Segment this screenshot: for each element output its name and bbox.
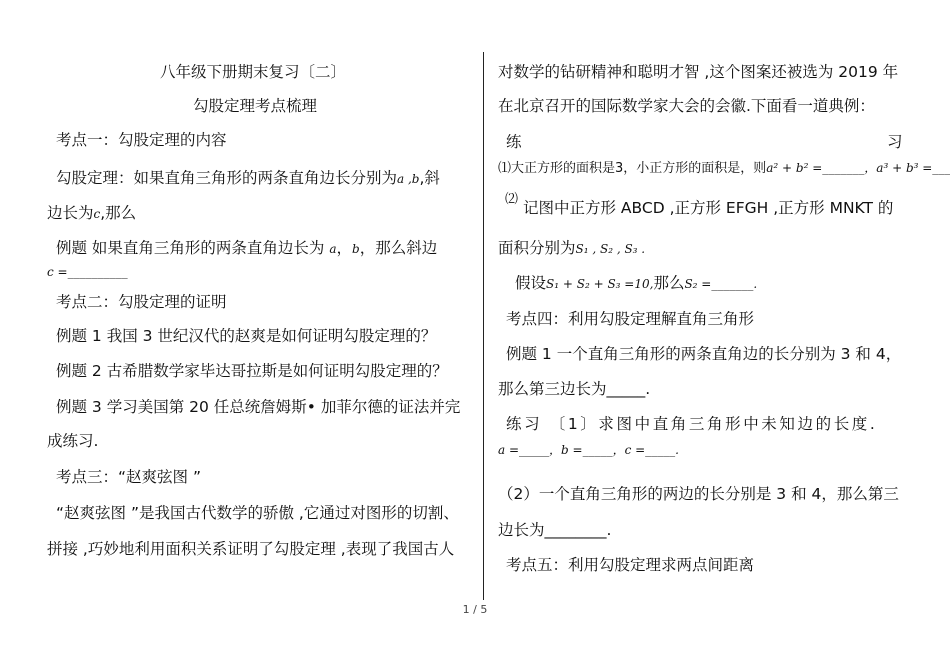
key-point-4-practice-1: 练习 〔1〕求图中直角三角形中未知边的长度. [506, 415, 878, 433]
key-point-4-practice-2-line-2: 边长为________. [498, 521, 612, 539]
example-text: 例题 如果直角三角形的两条直角边长为 [56, 239, 325, 257]
key-point-4-example-line-1: 例题 1 一个直角三角形的两条直角边的长分别为 3 和 4， [506, 345, 902, 363]
question-2-then: 那么 [653, 274, 685, 292]
proof-example-3-line-2: 成练习. [47, 432, 99, 450]
question-2-label: ⑵ [505, 192, 519, 207]
proof-example-1: 例题 1 我国 3 世纪汉代的赵爽是如何证明勾股定理的？ [56, 327, 437, 345]
practice-question-1 [498, 158, 950, 179]
question-2-line-2 [498, 238, 645, 259]
example-tail: ，那么斜边 [359, 239, 438, 257]
document-subtitle: 勾股定理考点梳理 [193, 97, 318, 115]
question-2-line-1: 记图中正方形 ABCD ,正方形 EFGH ,正方形 MNKT 的 [523, 199, 894, 217]
question-1-text: ⑴大正方形的面积是3，小正方形的面积是，则 [498, 161, 767, 176]
practice-label-left: 练 [506, 133, 522, 151]
theorem-text: 勾股定理：如果直角三角形的两条直角边长分别为 [56, 169, 398, 187]
question-2-suppose: 假设 [515, 274, 547, 292]
theorem-line2-a: 边长为 [47, 204, 94, 222]
continued-text-2: 在北京召开的国际数学家大会的会徽.下面看一道典例： [498, 97, 875, 115]
example-comma: ， [336, 239, 353, 257]
key-point-3-text-2: 拼接 ,巧妙地利用面积关系证明了勾股定理 ,表现了我国古人 [47, 540, 455, 558]
example-answer-blank: c =__________ [47, 265, 128, 279]
page-number: 1 / 5 [462, 603, 488, 616]
theorem-line-2 [47, 203, 136, 224]
key-point-3-text-1: “赵爽弦图 ”是我国古代数学的骄傲 ,它通过对图形的切割、 [56, 504, 459, 522]
question-2-line2-text: 面积分别为 [498, 239, 576, 257]
key-point-2-heading: 考点二：勾股定理的证明 [56, 293, 227, 311]
question-2-answer-blank: S₂ =_______. [684, 277, 758, 291]
example-line-1 [56, 238, 437, 259]
key-point-4-heading: 考点四：利用勾股定理解直角三角形 [506, 310, 755, 328]
practice-label-right: 习 [887, 133, 903, 151]
theorem-line2-b: ,那么 [100, 204, 137, 222]
key-point-3-heading: 考点三：“赵爽弦图 ” [56, 468, 201, 486]
example-var-a: a [329, 242, 337, 256]
proof-example-2: 例题 2 古希腊数学家毕达哥拉斯是如何证明勾股定理的？ [56, 362, 448, 380]
example-var-b: b [352, 242, 360, 256]
key-point-5-heading: 考点五：利用勾股定理求两点间距离 [506, 556, 755, 574]
question-2-areas: S₁ , S₂ , S₃ . [575, 242, 646, 256]
proof-example-3-line-1: 例题 3 学习美国第 20 任总统詹姆斯• 加菲尔德的证法并完 [56, 398, 461, 416]
key-point-4-example-line-2: 那么第三边长为_____. [498, 380, 651, 398]
key-point-1-heading: 考点一：勾股定理的内容 [56, 131, 227, 149]
document-title: 八年级下册期末复习〔二〕 [160, 63, 347, 81]
question-2-sum-formula: S₁ + S₂ + S₃ =10, [546, 277, 654, 291]
column-divider [483, 52, 484, 600]
key-point-4-practice-2-line-1: （2）一个直角三角形的两边的长分别是 3 和 4，那么第三 [498, 485, 899, 503]
question-1-formula: a² + b² =_______，a³ + b³ =___ [766, 161, 950, 175]
theorem-var-c: c [93, 207, 101, 221]
continued-text-1: 对数学的钻研精神和聪明才智 ,这个图案还被选为 2019 年 [498, 63, 899, 81]
theorem-tail: ,斜 [419, 169, 440, 187]
key-point-4-practice-1-answers: a =_____，b =_____，c =_____. [498, 443, 679, 457]
theorem-var-ab: a ,b [397, 172, 420, 186]
theorem-line-1 [56, 168, 440, 189]
question-2-line-3 [515, 273, 757, 294]
